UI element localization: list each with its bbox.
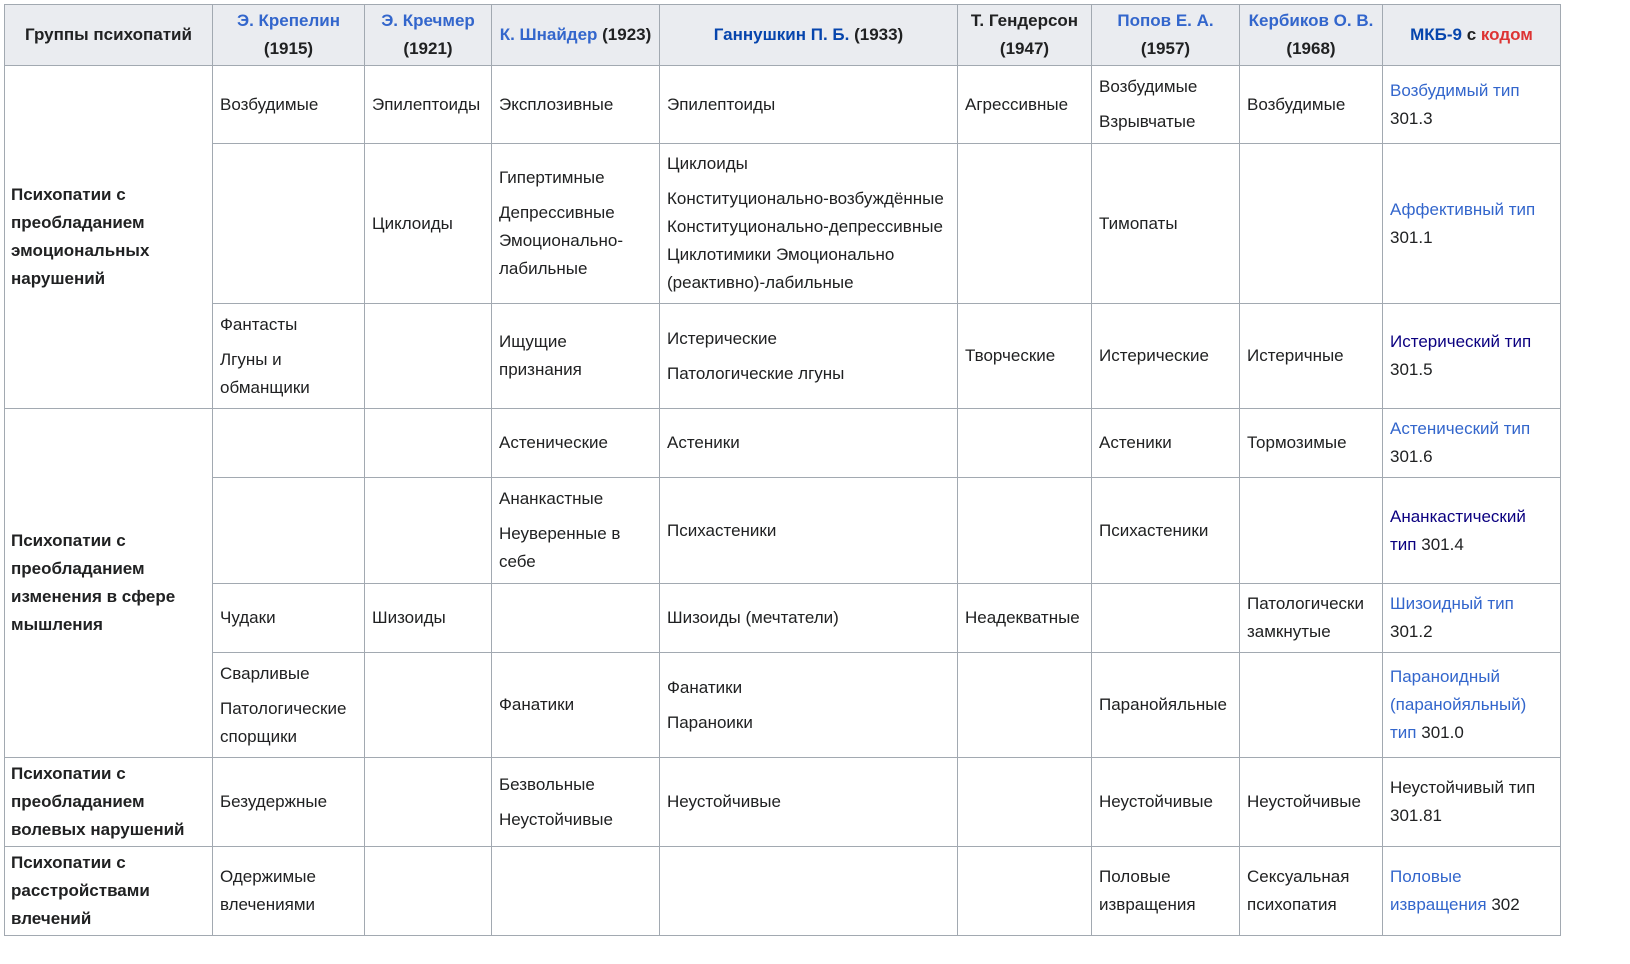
header-popov (1092, 5, 1240, 66)
header-icd9 (1383, 5, 1561, 66)
cell-entry: Истерические (667, 328, 777, 348)
table-row (5, 478, 1561, 584)
gannushkin-link[interactable]: Ганнушкин П. Б. (713, 25, 850, 44)
icd-code: 301.4 (1421, 534, 1464, 554)
cell-entry: Астеники (667, 433, 740, 452)
cell-schneider (492, 847, 660, 936)
header-icd9-mid: с (1461, 25, 1481, 44)
cell-kraepelin (213, 584, 365, 653)
cell-entry: Эксплозивные (499, 94, 614, 114)
cell-henderson (958, 304, 1092, 409)
cell-entry: Возбудимые (1247, 94, 1346, 114)
cell-entry: Неадекватные (965, 608, 1080, 627)
cell-kraepelin (213, 847, 365, 936)
header-kretschmer-year: (1921) (403, 39, 453, 58)
cell-henderson (958, 584, 1092, 653)
cell-entry: Сексуальная психопатия (1247, 867, 1350, 914)
table-row (5, 847, 1561, 936)
cell-entry: Шизоиды (372, 608, 446, 627)
table-row (5, 653, 1561, 758)
cell-kerbikov (1240, 478, 1383, 584)
cell-schneider (492, 653, 660, 758)
cell-entry: Неустойчивые (1247, 792, 1361, 811)
cell-entry: Астеники (1099, 433, 1172, 452)
group-header: Психопатии с преобладанием волевых нарушений (5, 758, 213, 847)
icd-code: 301.0 (1421, 723, 1464, 742)
kerbikov-link[interactable]: Кербиков О. В. (1248, 11, 1374, 30)
cell-kretschmer (365, 304, 492, 409)
header-row (5, 5, 1561, 66)
cell-henderson (958, 478, 1092, 584)
icd-type-link[interactable]: Половые извращения (1390, 867, 1487, 914)
cell-henderson (958, 847, 1092, 936)
cell-entry: Истерические (1099, 346, 1209, 365)
cell-icd9 (1383, 304, 1561, 409)
header-kraepelin (213, 5, 365, 66)
icd-type-link[interactable]: Ананкастический тип (1390, 506, 1526, 554)
cell-entry: Циклоиды (667, 154, 748, 173)
cell-kretschmer (365, 653, 492, 758)
cell-popov (1092, 584, 1240, 653)
cell-henderson (958, 409, 1092, 478)
cell-kerbikov (1240, 584, 1383, 653)
cell-popov (1092, 653, 1240, 758)
cell-entry: Патологически замкнутые (1247, 594, 1364, 641)
cell-icd9 (1383, 144, 1561, 304)
cell-kerbikov (1240, 653, 1383, 758)
cell-entry: Психастеники (667, 520, 777, 540)
cell-entry: Неуверенные в себе (499, 524, 621, 571)
popov-link[interactable]: Попов Е. А. (1117, 11, 1214, 30)
cell-entry: Шизоиды (мечтатели) (667, 608, 839, 627)
cell-popov (1092, 847, 1240, 936)
cell-gannushkin (660, 144, 958, 304)
cell-entry: Неустойчивые (499, 809, 613, 829)
table-row (5, 758, 1561, 847)
cell-kraepelin (213, 758, 365, 847)
cell-kretschmer (365, 409, 492, 478)
icd-type-link[interactable]: Аффективный тип (1390, 199, 1536, 219)
icd-type-link[interactable]: Истерический тип (1390, 332, 1532, 351)
cell-entry: Ищущие признания (499, 332, 582, 379)
cell-entry: Гипертимные (499, 168, 605, 187)
group-header: Психопатии с преобладанием эмоциональных нарушений (5, 66, 213, 409)
cell-entry: Половые извращения (1099, 867, 1196, 914)
icd-code: Неустойчивый тип 301.81 (1390, 778, 1536, 825)
cell-popov (1092, 304, 1240, 409)
header-group-label: Группы психопатий (25, 25, 192, 44)
icd-type-link[interactable]: Возбудимый тип (1390, 80, 1520, 100)
table-row (5, 144, 1561, 304)
cell-icd9 (1383, 847, 1561, 936)
cell-kretschmer (365, 758, 492, 847)
cell-schneider (492, 478, 660, 584)
cell-entry: Фантасты (220, 314, 298, 334)
header-henderson-label: Т. Гендерсон (1947) (970, 11, 1079, 58)
cell-entry: Сварливые (220, 663, 310, 683)
kretschmer-link[interactable]: Э. Кречмер (381, 11, 475, 30)
cell-icd9 (1383, 758, 1561, 847)
cell-entry: Неустойчивые (667, 792, 781, 811)
cell-entry: Истеричные (1247, 346, 1344, 365)
cell-popov (1092, 478, 1240, 584)
cell-popov (1092, 66, 1240, 144)
cell-schneider (492, 758, 660, 847)
table-container (4, 4, 1561, 936)
group-header: Психопатии с расстройствами влечений (5, 847, 213, 936)
cell-schneider (492, 304, 660, 409)
icd-code: 301.5 (1390, 360, 1433, 379)
cell-entry: Возбудимые (1099, 77, 1198, 96)
cell-henderson (958, 653, 1092, 758)
table-row (5, 66, 1561, 144)
cell-kretschmer (365, 847, 492, 936)
cell-schneider (492, 409, 660, 478)
cell-kretschmer (365, 584, 492, 653)
cell-entry: Творческие (965, 346, 1056, 365)
header-kerbikov-year: (1968) (1286, 39, 1336, 58)
cell-schneider (492, 584, 660, 653)
cell-entry: Депрессивные Эмоционально-лабильные (499, 203, 623, 278)
cell-icd9 (1383, 584, 1561, 653)
cell-icd9 (1383, 66, 1561, 144)
cell-kraepelin (213, 144, 365, 304)
header-schneider (492, 5, 660, 66)
kraepelin-link[interactable]: Э. Крепелин (237, 11, 340, 30)
cell-gannushkin (660, 847, 958, 936)
cell-kraepelin (213, 66, 365, 144)
cell-kerbikov (1240, 66, 1383, 144)
cell-kerbikov (1240, 144, 1383, 304)
table-row (5, 584, 1561, 653)
header-kretschmer (365, 5, 492, 66)
table-row (5, 409, 1561, 478)
cell-gannushkin (660, 758, 958, 847)
cell-popov (1092, 409, 1240, 478)
cell-icd9 (1383, 409, 1561, 478)
cell-entry: Ананкастные (499, 489, 604, 508)
header-henderson (958, 5, 1092, 66)
header-gannushkin-year: (1933) (849, 25, 904, 44)
cell-schneider (492, 66, 660, 144)
code-redlink[interactable]: кодом (1480, 25, 1533, 44)
schneider-link[interactable]: К. Шнайдер (499, 25, 598, 44)
cell-entry: Патологические спорщики (220, 698, 347, 746)
table-row (5, 304, 1561, 409)
cell-entry: Тимопаты (1099, 213, 1178, 233)
cell-popov (1092, 144, 1240, 304)
cell-kerbikov (1240, 847, 1383, 936)
cell-gannushkin (660, 304, 958, 409)
cell-entry: Эпилептоиды (667, 94, 776, 114)
cell-entry: Неустойчивые (1099, 792, 1213, 811)
header-kerbikov (1240, 5, 1383, 66)
icd-type-link[interactable]: Параноидный (паранойяльный) тип (1390, 667, 1527, 742)
cell-kraepelin (213, 653, 365, 758)
cell-popov (1092, 758, 1240, 847)
cell-entry: Одержимые влечениями (220, 867, 316, 914)
cell-entry: Агрессивные (965, 94, 1069, 114)
cell-gannushkin (660, 653, 958, 758)
cell-icd9 (1383, 653, 1561, 758)
icd-code: 301.6 (1390, 447, 1433, 466)
cell-entry: Параноики (667, 712, 753, 732)
cell-kretschmer (365, 144, 492, 304)
cell-kraepelin (213, 409, 365, 478)
group-header: Психопатии с преобладанием изменения в сфере мышления (5, 409, 213, 758)
cell-henderson (958, 66, 1092, 144)
cell-kraepelin (213, 304, 365, 409)
icd9-link[interactable]: МКБ-9 (1410, 25, 1462, 44)
cell-kraepelin (213, 478, 365, 584)
header-kraepelin-year: (1915) (263, 39, 314, 58)
cell-entry: Взрывчатые (1099, 112, 1196, 131)
icd-code: 301.1 (1390, 227, 1433, 247)
cell-entry: Паранойяльные (1099, 695, 1227, 714)
cell-schneider (492, 144, 660, 304)
cell-entry: Чудаки (220, 608, 276, 627)
header-group (5, 5, 213, 66)
cell-kerbikov (1240, 409, 1383, 478)
cell-entry: Циклоиды (372, 213, 453, 233)
icd-type-link[interactable]: Шизоидный тип (1390, 594, 1514, 613)
cell-gannushkin (660, 478, 958, 584)
cell-entry: Фанатики (667, 677, 743, 697)
cell-entry: Лгуны и обманщики (220, 349, 310, 397)
cell-entry: Безвольные (499, 774, 595, 794)
cell-kerbikov (1240, 304, 1383, 409)
cell-icd9 (1383, 478, 1561, 584)
cell-entry: Патологические лгуны (667, 363, 845, 383)
psychopathy-classification-table (4, 4, 1561, 936)
cell-henderson (958, 758, 1092, 847)
icd-type-link[interactable]: Астенический тип (1390, 419, 1531, 438)
cell-entry: Конституционально-возбуждённые Конституционально-депрессивные Циклотимики Эмоционально (реактивно)-лабильные (667, 189, 944, 292)
cell-kretschmer (365, 478, 492, 584)
cell-entry: Эпилептоиды (372, 94, 481, 114)
cell-entry: Психастеники (1099, 520, 1209, 540)
table-body (5, 66, 1561, 936)
cell-entry: Безудержные (220, 792, 328, 811)
icd-code: 301.2 (1390, 622, 1433, 641)
icd-code: 302 (1491, 895, 1520, 914)
header-gannushkin (660, 5, 958, 66)
cell-gannushkin (660, 409, 958, 478)
header-popov-year: (1957) (1140, 39, 1191, 58)
cell-gannushkin (660, 66, 958, 144)
cell-kretschmer (365, 66, 492, 144)
cell-entry: Тормозимые (1247, 433, 1347, 452)
cell-gannushkin (660, 584, 958, 653)
cell-entry: Астенические (499, 433, 608, 452)
cell-entry: Фанатики (499, 695, 575, 714)
icd-code: 301.3 (1390, 108, 1433, 128)
cell-entry: Возбудимые (220, 94, 319, 114)
header-schneider-year: (1923) (597, 25, 652, 44)
cell-kerbikov (1240, 758, 1383, 847)
cell-henderson (958, 144, 1092, 304)
